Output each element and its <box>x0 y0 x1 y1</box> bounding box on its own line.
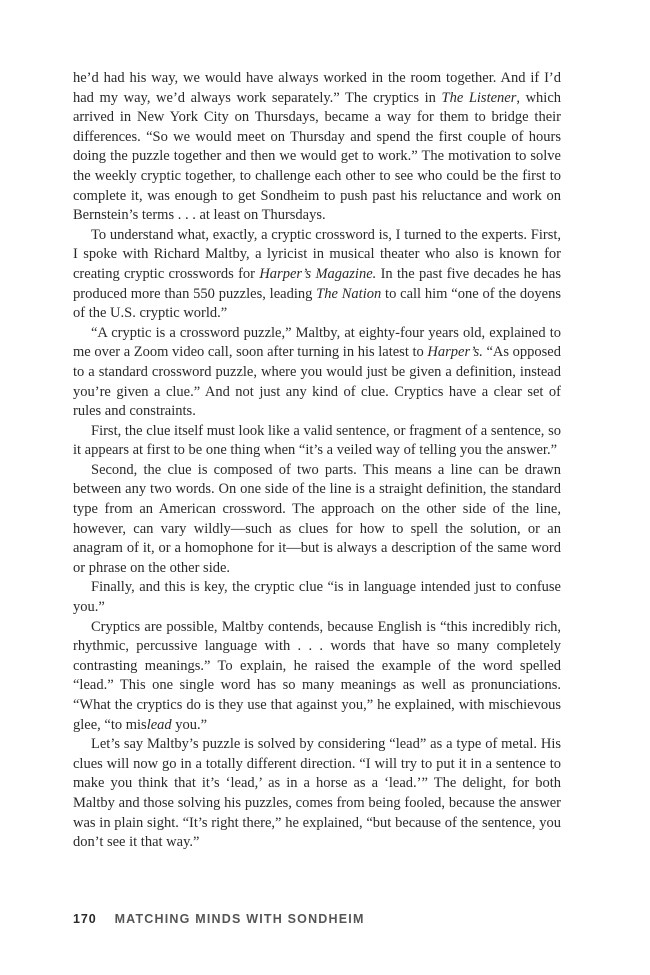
text-run: you.” <box>171 716 208 733</box>
body-text <box>73 69 561 853</box>
paragraph <box>73 578 561 617</box>
paragraph <box>73 226 561 324</box>
page-number: 170 <box>73 912 97 926</box>
running-head: MATCHING MINDS WITH SONDHEIM <box>114 912 365 926</box>
text-run: First, the clue itself must look like a valid sentence, or fragment of a sentence, so it appears at first to be one thing when “it’s a veiled way of telling you the answer.” <box>73 422 561 459</box>
text-run: “A cryptic is a crossword puzzle,” Maltby, at eighty-four years old, explained to me over a Zoom video call, soon after turning in his latest to <box>73 324 561 361</box>
paragraph <box>73 461 561 579</box>
text-run: Let’s say Maltby’s puzzle is solved by considering “lead” as a type of metal. His clues will now go in a totally different direction. “I will try to put it in a sentence to make you think that it’s ‘lead,’ as in a horse as a ‘lead.’” The delight, for both Maltby and those solving his puzzles, comes from being fooled, because the answer was in plain sight. “It’s right there,” he explained, “but because of the sentence, you don’t see it that way.” <box>73 736 561 851</box>
text-run: Cryptics are possible, Maltby contends, because English is “this incredibly rich, rhythmic, percussive language with . . . words that have so many completely contrasting meanings.” To explain, he raised the example of the word spelled “lead.” This one single word has so many meanings as well as pronunciations. “What the cryptics do is they use that against you,” he explained, with mischievous glee, “to mis <box>73 618 561 733</box>
italic-text: Harper’s. <box>427 344 483 361</box>
paragraph <box>73 69 561 226</box>
italic-text: The Nation <box>316 285 382 302</box>
text-run: Second, the clue is composed of two parts. This means a line can be drawn between any two words. On one side of the line is a straight definition, the standard type from an American crossword. The approach on the other side of the line, however, can vary wildly—such as clues for how to spell the solution, or an anagram of it, or a homophone for it—but is always a description of the same word or phrase on the other side. <box>73 461 561 576</box>
text-run: In the past five decades he has produced more than 550 puzzles, leading <box>73 265 561 302</box>
italic-text: Harper’s Magazine. <box>259 265 377 282</box>
paragraph <box>73 422 561 461</box>
italic-text: The Listener <box>441 89 517 106</box>
paragraph <box>73 735 561 853</box>
page-footer <box>73 912 365 926</box>
paragraph <box>73 618 561 736</box>
text-run: he’d had his way, we would have always worked in the room together. And if I’d had my way, we’d always work separately.” The cryptics in <box>73 70 561 106</box>
text-run: Finally, and this is key, the cryptic clue “is in language intended just to confuse you.” <box>73 579 561 616</box>
text-run: , which arrived in New York City on Thursdays, became a way for them to bridge their differences. “So we would meet on Thursday and spend the first couple of hours doing the puzzle together and then we would get to work.” The motivation to solve the weekly cryptic together, to challenge each other to see who could be the first to complete it, was enough to get Sondheim to push past his reluctance and work on Bernstein’s terms . . . at least on Thursdays. <box>73 89 561 224</box>
text-run: to call him “one of the doyens of the U.S. cryptic world.” <box>73 285 561 322</box>
text-run: “As opposed to a standard crossword puzzle, where you would just be given a definition, instead you’re given a clue.” And not just any kind of clue. Cryptics have a clear set of rules and constraints. <box>73 344 561 420</box>
text-run: To understand what, exactly, a cryptic crossword is, I turned to the experts. First, I spoke with Richard Maltby, a lyricist in musical theater who also is known for creating cryptic crosswords for <box>73 226 561 282</box>
paragraph <box>73 324 561 422</box>
italic-text: lead <box>146 716 172 733</box>
